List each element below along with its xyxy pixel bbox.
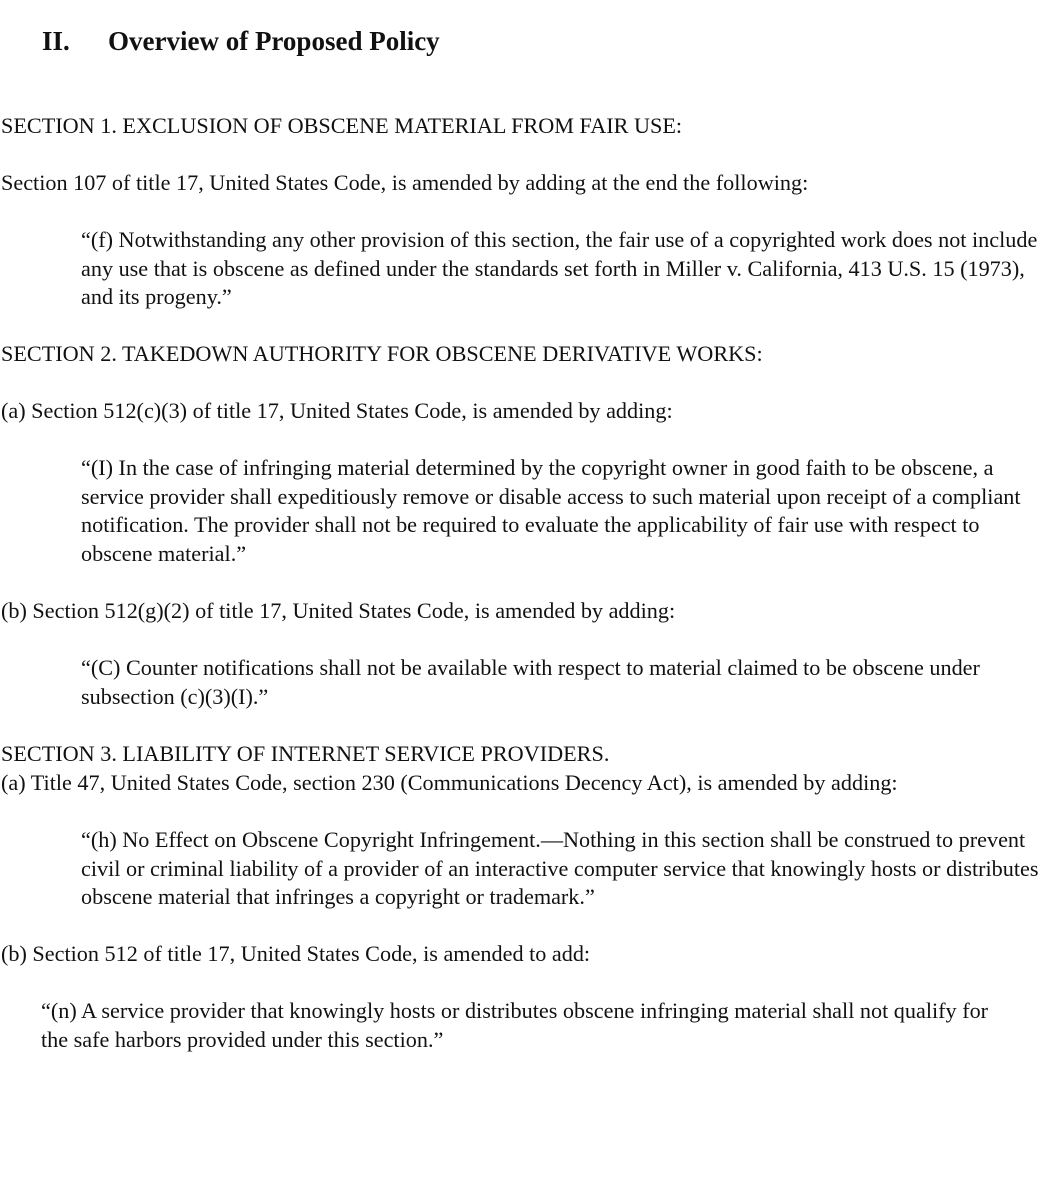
section-2a-intro: (a) Section 512(c)(3) of title 17, United States Code, is amended by adding:: [1, 398, 673, 423]
heading-title: Overview of Proposed Policy: [108, 26, 440, 56]
section-2b-intro: (b) Section 512(g)(2) of title 17, United States Code, is amended by adding:: [1, 598, 676, 623]
section-3a-quote: “(h) No Effect on Obscene Copyright Infringement.—Nothing in this section shall be construed to prevent civil or criminal liability of a provider of an interactive computer service that knowingly hosts or distributes obscene material that infringes a copyright or trademark.”: [81, 827, 1039, 909]
heading-number: II.: [42, 26, 70, 56]
section-1-title: SECTION 1. EXCLUSION OF OBSCENE MATERIAL FROM FAIR USE:: [1, 113, 683, 138]
section-heading: [42, 24, 440, 58]
section-1-quote: “(f) Notwithstanding any other provision of this section, the fair use of a copyrighted work does not include any use that is obscene as defined under the standards set forth in Miller v. California, 413 U.S. 15 (1973), and its progeny.”: [81, 227, 1038, 309]
section-3b-quote: “(n) A service provider that knowingly hosts or distributes obscene infringing material shall not qualify for the safe harbors provided under this section.”: [41, 998, 989, 1052]
section-3-title: SECTION 3. LIABILITY OF INTERNET SERVICE PROVIDERS.: [1, 741, 610, 766]
section-3a-intro: (a) Title 47, United States Code, section 230 (Communications Decency Act), is amended by adding:: [1, 770, 898, 795]
section-2a-quote: “(I) In the case of infringing material determined by the copyright owner in good faith to be obscene, a service provider shall expeditiously remove or disable access to such material upon receipt of a compliant notification. The provider shall not be required to evaluate the applicability of fair use with respect to obscene material.”: [81, 455, 1021, 566]
section-2-title: SECTION 2. TAKEDOWN AUTHORITY FOR OBSCENE DERIVATIVE WORKS:: [1, 341, 763, 366]
section-3b-intro: (b) Section 512 of title 17, United States Code, is amended to add:: [1, 941, 591, 966]
section-1-intro: Section 107 of title 17, United States Code, is amended by adding at the end the following:: [1, 170, 809, 195]
section-2b-quote: “(C) Counter notifications shall not be available with respect to material claimed to be obscene under subsection (c)(3)(I).”: [81, 655, 980, 709]
